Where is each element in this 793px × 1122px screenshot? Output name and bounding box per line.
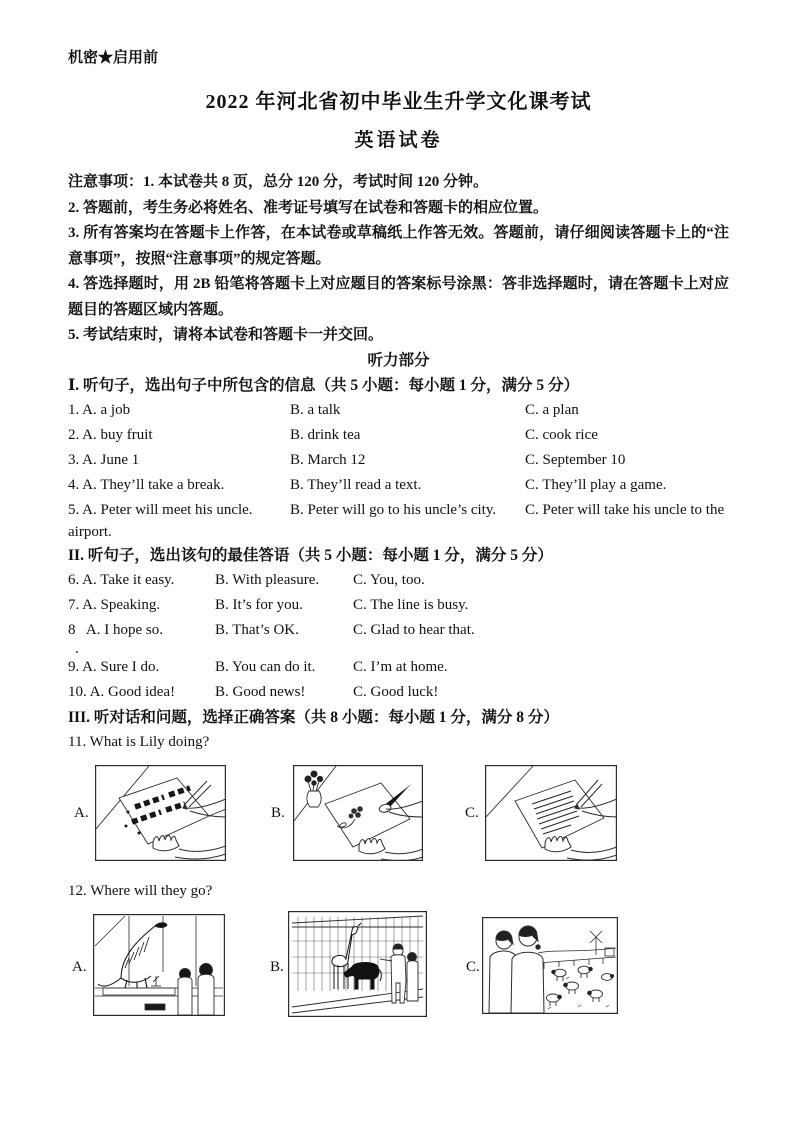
q9-option-a: 9. A. Sure I do. xyxy=(68,658,160,675)
q4-option-c: C. They’ll play a game. xyxy=(525,476,667,493)
writing-chinese-on-paper-illustration xyxy=(95,765,226,861)
q12-picture-c-label: C. xyxy=(466,958,480,975)
q4-option-a: 4. A. They’ll take a break. xyxy=(68,476,225,493)
q6-option-c: C. You, too. xyxy=(353,571,425,588)
q5-option-a: 5. A. Peter will meet his uncle. xyxy=(68,501,253,518)
q9-option-c: C. I’m at home. xyxy=(353,658,448,675)
page-title: 2022 年河北省初中毕业生升学文化课考试 xyxy=(205,91,592,113)
q12-picture-a xyxy=(93,914,225,1016)
q5-option-b: B. Peter will go to his uncle’s city. xyxy=(290,501,497,518)
q1-option-c: C. a plan xyxy=(525,401,579,418)
q11-picture-c-label: C. xyxy=(465,804,479,821)
q10-option-c: C. Good luck! xyxy=(353,683,439,700)
question-row-9 xyxy=(68,655,729,680)
q10-option-b: B. Good news! xyxy=(215,683,306,700)
question-row-3 xyxy=(68,448,729,473)
question-row-4 xyxy=(68,473,729,498)
q7-option-b: B. It’s for you. xyxy=(215,596,303,613)
question-row-7 xyxy=(68,593,729,618)
notice-line-1: 注意事项：1. 本试卷共 8 页，总分 120 分，考试时间 120 分钟。 xyxy=(68,174,489,190)
section-2-heading: II. 听句子，选出该句的最佳答语（共 5 小题：每小题 1 分，满分 5 分） xyxy=(68,546,553,564)
q5-option-c-continuation: airport. xyxy=(68,523,112,540)
question-11-text: 11. What is Lily doing? xyxy=(68,733,210,750)
question-row-10 xyxy=(68,680,729,705)
question-row-1 xyxy=(68,398,729,423)
listening-part-title: 听力部分 xyxy=(367,351,430,369)
q2-option-a: 2. A. buy fruit xyxy=(68,426,153,443)
question-11-picture-row xyxy=(68,765,729,861)
notice-line-2: 2. 答题前，考生务必将姓名、准考证号填写在试卷和答题卡的相应位置。 xyxy=(68,199,549,216)
q11-picture-a xyxy=(95,765,226,861)
q6-option-b: B. With pleasure. xyxy=(215,571,320,588)
q7-option-c: C. The line is busy. xyxy=(353,596,469,613)
q12-picture-b-label: B. xyxy=(270,958,284,975)
exam-notices xyxy=(68,170,729,349)
q6-option-a: 6. A. Take it easy. xyxy=(68,571,175,588)
notice-line-5: 5. 考试结束时，请将本试卷和答题卡一并交回。 xyxy=(68,327,384,343)
q4-option-b: B. They’ll read a text. xyxy=(290,476,422,493)
q11-picture-c xyxy=(485,765,617,861)
q3-option-c: C. September 10 xyxy=(525,451,626,468)
q11-picture-b-label: B. xyxy=(271,804,285,821)
question-12-text: 12. Where will they go? xyxy=(68,882,213,899)
q8-option-a: 8 A. I hope so. xyxy=(68,621,163,638)
q12-picture-a-label: A. xyxy=(72,958,87,975)
zoo-cage-giraffe-pony-illustration xyxy=(288,911,427,1017)
q8-option-b: B. That’s OK. xyxy=(215,621,299,638)
drawing-flower-on-paper-illustration xyxy=(293,765,423,861)
q3-option-a: 3. A. June 1 xyxy=(68,451,140,468)
q12-picture-b xyxy=(288,911,427,1017)
q8-option-c: C. Glad to hear that. xyxy=(353,621,475,638)
q5-option-c: C. Peter will take his uncle to the xyxy=(525,501,725,518)
section-3-heading: III. 听对话和问题，选择正确答案（共 8 小题：每小题 1 分，满分 8 分） xyxy=(68,708,559,726)
q11-picture-b xyxy=(293,765,423,861)
confidential-marking: 机密★启用前 xyxy=(68,50,159,66)
question-row-8 xyxy=(68,618,729,643)
q12-picture-c xyxy=(482,917,618,1014)
q2-option-b: B. drink tea xyxy=(290,426,361,443)
question-12-picture-row xyxy=(68,911,729,1017)
notice-line-4: 4. 答选择题时，用 2B 铅笔将答题卡上对应题目的答案标号涂黑：答非选择题时，请在答题卡上对应题目的答题区域内答题。 xyxy=(68,276,729,318)
q11-picture-a-label: A. xyxy=(74,804,89,821)
q9-option-b: B. You can do it. xyxy=(215,658,316,675)
question-row-2 xyxy=(68,423,729,448)
q1-option-a: 1. A. a job xyxy=(68,401,131,418)
notice-line-3: 3. 所有答案均在答题卡上作答，在本试卷或草稿纸上作答无效。答题前，请仔细阅读答题卡上的“注意事项”，按照“注意事项”的规定答题。 xyxy=(68,225,729,267)
question-row-6 xyxy=(68,568,729,593)
section-1-heading: Ⅰ. 听句子，选出句子中所包含的信息（共 5 小题：每小题 1 分，满分 5 分） xyxy=(68,376,580,394)
q7-option-a: 7. A. Speaking. xyxy=(68,596,161,613)
q10-option-a: 10. A. Good idea! xyxy=(68,683,176,700)
q2-option-c: C. cook rice xyxy=(525,426,598,443)
farm-field-sheep-windmill-illustration xyxy=(482,917,618,1014)
q1-option-b: B. a talk xyxy=(290,401,341,418)
subject-title: 英语试卷 xyxy=(354,130,443,151)
museum-dinosaur-skeleton-illustration xyxy=(93,914,225,1016)
q8-stray-period-artifact: . xyxy=(75,640,79,657)
writing-text-lines-on-paper-illustration xyxy=(485,765,617,861)
q3-option-b: B. March 12 xyxy=(290,451,366,468)
question-row-5 xyxy=(68,498,729,523)
